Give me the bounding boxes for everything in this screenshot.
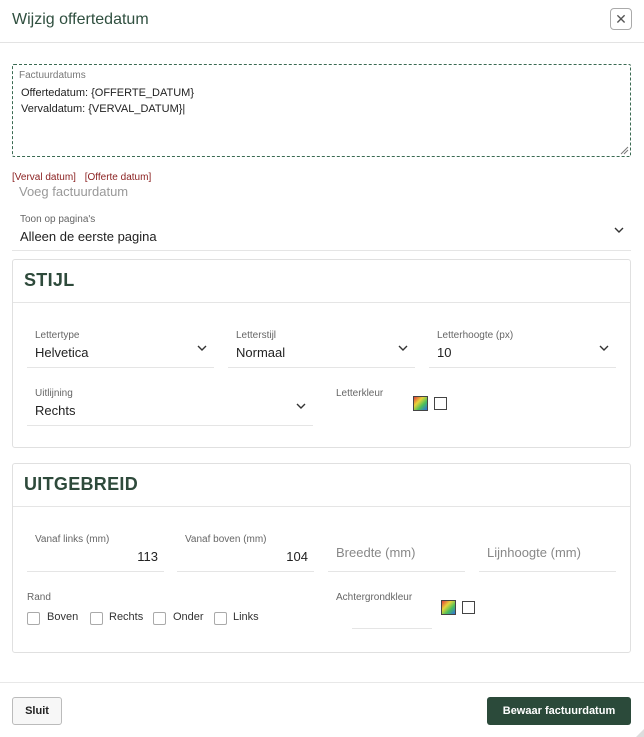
extended-card-title: UITGEBREID	[24, 474, 139, 494]
from-top-value: 104	[286, 549, 308, 564]
from-left-label: Vanaf links (mm)	[35, 534, 110, 545]
chevron-down-icon	[613, 224, 625, 236]
font-style-select[interactable]	[228, 330, 415, 368]
font-height-select[interactable]	[429, 330, 616, 368]
font-color-label: Letterkleur	[336, 388, 384, 399]
alignment-select[interactable]	[27, 388, 313, 426]
invoice-dates-textarea[interactable]	[12, 64, 631, 157]
close-icon: ✕	[615, 11, 627, 27]
from-top-input[interactable]	[177, 534, 314, 572]
alignment-value: Rechts	[35, 403, 76, 418]
font-style-label: Letterstijl	[236, 330, 277, 341]
style-card-title: STIJL	[24, 270, 75, 290]
font-style-value: Normaal	[236, 345, 286, 360]
style-card-header	[13, 260, 630, 303]
color-picker-icon[interactable]	[441, 600, 456, 615]
border-right-checkbox[interactable]	[90, 612, 103, 625]
border-top-checkbox[interactable]	[27, 612, 40, 625]
font-height-label: Letterhoogte (px)	[437, 330, 514, 341]
show-on-page-select[interactable]	[12, 214, 631, 251]
line-height-placeholder: Lijnhoogte (mm)	[487, 545, 581, 560]
token-offerte-datum[interactable]: [Offerte datum]	[84, 172, 152, 183]
chevron-down-icon	[196, 342, 208, 354]
font-type-select[interactable]	[27, 330, 214, 368]
close-dialog-button[interactable]: Sluit	[12, 697, 62, 725]
from-top-label: Vanaf boven (mm)	[185, 534, 267, 545]
border-left-label: Links	[233, 611, 259, 623]
font-type-label: Lettertype	[35, 330, 80, 341]
resize-corner-icon	[634, 727, 644, 737]
close-button[interactable]	[610, 8, 632, 30]
add-date-placeholder[interactable]: Voeg factuurdatum	[19, 184, 129, 199]
show-on-page-value: Alleen de eerste pagina	[20, 229, 157, 244]
border-top-label: Boven	[47, 611, 79, 623]
alignment-label: Uitlijning	[35, 388, 73, 399]
bg-color-underline	[352, 628, 432, 629]
bg-color-label: Achtergrondkleur	[336, 592, 413, 603]
save-invoice-date-button[interactable]: Bewaar factuurdatum	[487, 697, 631, 725]
chevron-down-icon	[598, 342, 610, 354]
from-left-value: 113	[137, 549, 158, 564]
border-right-label: Rechts	[109, 611, 144, 623]
border-bottom-checkbox[interactable]	[153, 612, 166, 625]
font-color-swatch[interactable]	[434, 397, 447, 410]
show-on-page-label: Toon op pagina's	[20, 214, 96, 225]
from-left-input[interactable]	[27, 534, 164, 572]
width-input[interactable]	[328, 534, 465, 572]
chevron-down-icon	[295, 400, 307, 412]
font-type-value: Helvetica	[35, 345, 89, 360]
chevron-down-icon	[397, 342, 409, 354]
footer-divider	[0, 682, 644, 683]
border-label: Rand	[27, 592, 51, 603]
font-height-value: 10	[437, 345, 452, 360]
dialog-title: Wijzig offertedatum	[12, 11, 149, 28]
textarea-line-1: Offertedatum: {OFFERTE_DATUM}	[21, 87, 194, 99]
textarea-line-2: Vervaldatum: {VERVAL_DATUM}|	[21, 103, 186, 115]
border-left-checkbox[interactable]	[214, 612, 227, 625]
border-bottom-label: Onder	[173, 611, 204, 623]
line-height-input[interactable]	[479, 534, 616, 572]
token-verval-datum[interactable]: [Verval datum]	[12, 172, 76, 183]
textarea-label: Factuurdatums	[19, 70, 86, 81]
dialog-header	[0, 0, 644, 43]
width-placeholder: Breedte (mm)	[336, 545, 416, 560]
bg-color-swatch[interactable]	[462, 601, 475, 614]
token-list	[12, 172, 157, 183]
extended-card-header	[13, 464, 630, 507]
resize-handle-icon[interactable]	[619, 145, 629, 155]
color-picker-icon[interactable]	[413, 396, 428, 411]
